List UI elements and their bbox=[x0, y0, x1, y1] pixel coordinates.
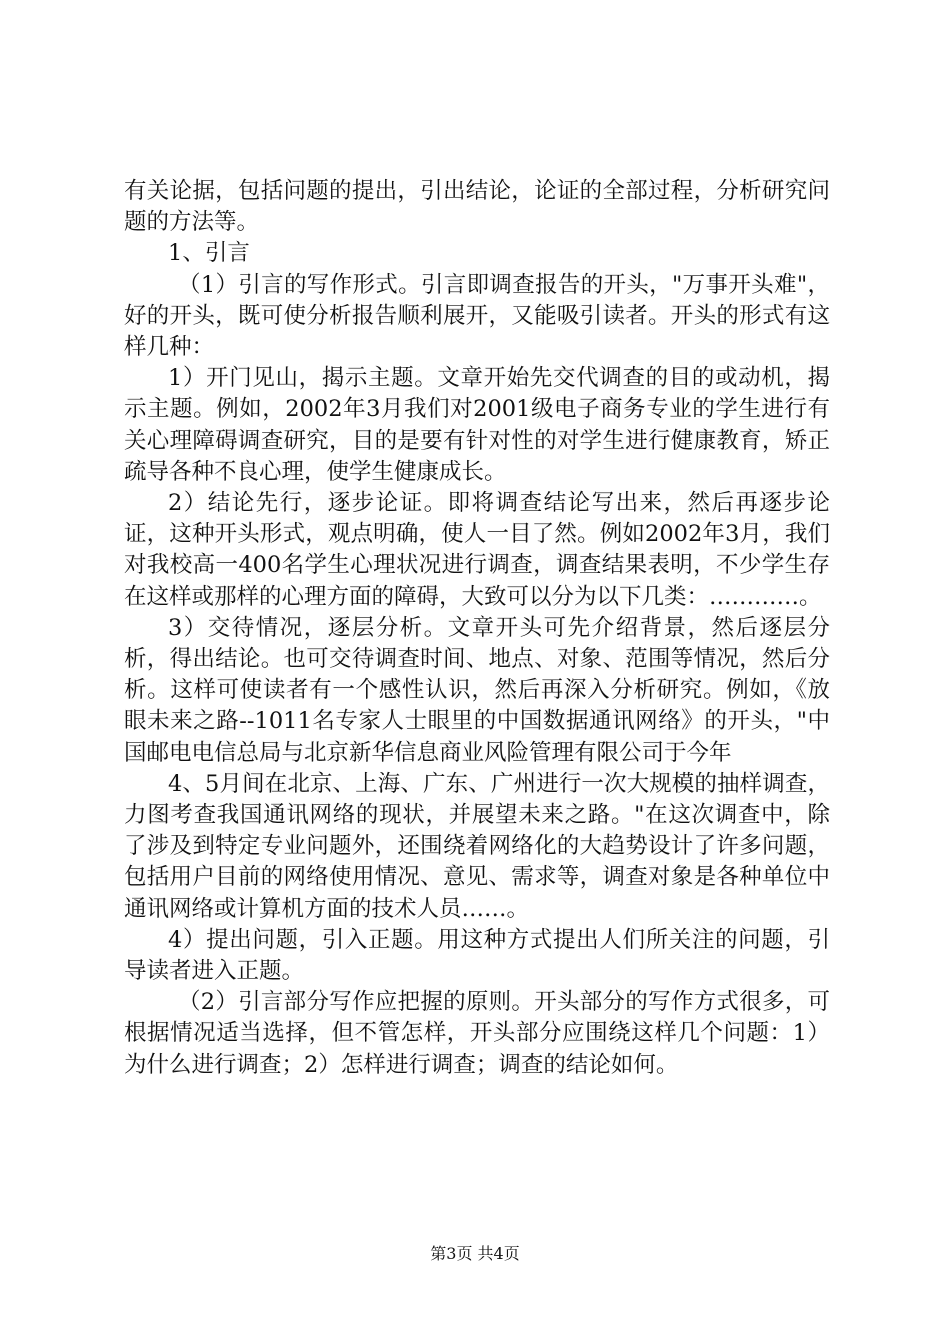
paragraph-method-3: 3）交待情况，逐层分析。文章开头可先介绍背景，然后逐层分析，得出结论。也可交待调查时间、地点、对象、范围等情况，然后分析。这样可使读者有一个感性认识，然后再深入分析研究。例如，《放眼未来之路--1011名专家人士眼里的中国数据通讯网络》的开头，"中国邮电电信总局与北京新华信息商业风险管理有限公司于今年 bbox=[124, 614, 830, 766]
paragraph-method-2: 2）结论先行，逐步论证。即将调查结论写出来，然后再逐步论证，这种开头形式，观点明确，使人一目了然。例如2002年3月，我们对我校高一400名学生心理状况进行调查，调查结果表明，不少学生存在这样或那样的心理方面的障碍，大致可以分为以下几类：…………。 bbox=[124, 490, 830, 610]
paragraph-method-1: 1）开门见山，揭示主题。文章开始先交代调查的目的或动机，揭示主题。例如，2002年3月我们对2001级电子商务专业的学生进行有关心理障碍调查研究，目的是要有针对性的对学生进行健康教育，矫正疏导各种不良心理，使学生健康成长。 bbox=[124, 365, 830, 485]
page-footer: 第3页 共4页 bbox=[430, 1244, 520, 1263]
paragraph-intro-principles: （2）引言部分写作应把握的原则。开头部分的写作方式很多，可根据情况适当选择，但不管怎样，开头部分应围绕这样几个问题：1）为什么进行调查；2）怎样进行调查；调查的结论如何。 bbox=[124, 989, 830, 1078]
section-heading-introduction: 1、引言 bbox=[168, 240, 250, 267]
paragraph-intro-writing-form: （1）引言的写作形式。引言即调查报告的开头，"万事开头难"，好的开头，既可使分析报告顺利展开，又能吸引读者。开头的形式有这样几种： bbox=[124, 271, 830, 361]
paragraph-continuation: 有关论据，包括问题的提出，引出结论，论证的全部过程，分析研究问题的方法等。 bbox=[124, 178, 830, 236]
paragraph-method-3-continued: 4、5月间在北京、上海、广东、广州进行一次大规模的抽样调查，力图考查我国通讯网络的现状，并展望未来之路。"在这次调查中，除了涉及到特定专业问题外，还围绕着网络化的大趋势设计了许多问题，包括用户目前的网络使用情况、意见、需求等，调查对象是各种单位中通讯网络或计算机方面的技术人员……。 bbox=[124, 770, 830, 922]
paragraph-method-4: 4）提出问题，引入正题。用这种方式提出人们所关注的问题，引导读者进入正题。 bbox=[124, 926, 830, 985]
document-body bbox=[124, 176, 830, 1081]
